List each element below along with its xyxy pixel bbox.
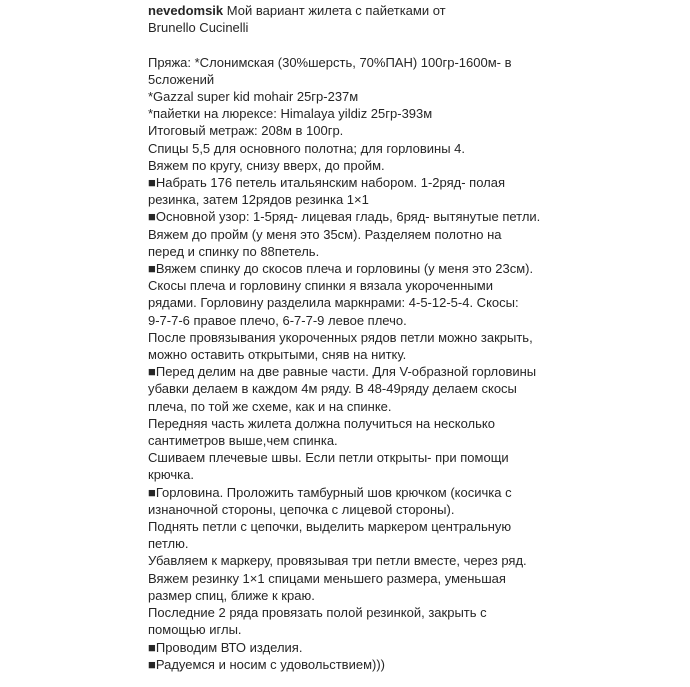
caption-line: крючка. — [148, 467, 194, 483]
caption-line: изнаночной стороны, цепочка с лицевой стороны). — [148, 501, 455, 517]
caption-line: плеча, по той же схеме, как и на спинке. — [148, 398, 392, 414]
caption-line: помощью иглы. — [148, 622, 242, 638]
caption-line: Спицы 5,5 для основного полотна; для горловины 4. — [148, 140, 465, 156]
caption-line: Убавляем к маркеру, провязывая три петли вместе, через ряд. — [148, 553, 527, 569]
caption-line: ■Основной узор: 1-5ряд- лицевая гладь, 6ряд- вытянутые петли. — [148, 209, 541, 225]
caption-line: ■Перед делим на две равные части. Для V-образной горловины — [148, 364, 537, 380]
caption-line: сантиметров выше,чем спинка. — [148, 433, 338, 449]
caption-line: Вяжем до пройм (у меня это 35см). Разделяем полотно на — [148, 226, 502, 242]
caption-line: резинка, затем 12рядов резинка 1×1 — [148, 192, 369, 208]
caption-line: Поднять петли с цепочки, выделить маркером центральную — [148, 519, 512, 535]
caption-line: Сшиваем плечевые швы. Если петли открыты- при помощи — [148, 450, 509, 466]
caption-line: ■Проводим ВТО изделия. — [148, 639, 303, 655]
caption-header — [148, 2, 678, 19]
caption-line: После провязывания укороченных рядов петли можно закрыть, — [148, 329, 533, 345]
post-caption — [148, 2, 678, 673]
caption-line: Пряжа: *Слонимская (30%шерсть, 70%ПАН) 100гр-1600м- в — [148, 54, 512, 70]
caption-line: ■Набрать 176 петель итальянским набором. 1-2ряд- полая — [148, 175, 506, 191]
caption-body — [148, 54, 678, 673]
caption-line: ■Горловина. Проложить тамбурный шов крючком (косичка с — [148, 484, 512, 500]
caption-line: петлю. — [148, 536, 189, 552]
caption-line: перед и спинку по 88петель. — [148, 243, 320, 259]
caption-line: убавки делаем в каждом 4м ряду. В 48-49ряду делаем скосы — [148, 381, 517, 397]
caption-line: 5сложений — [148, 71, 215, 87]
caption-line: *пайетки на люрексе: Himalaya yildiz 25гр-393м — [148, 106, 433, 122]
username-link[interactable]: nevedomsik — [148, 3, 224, 18]
caption-line: Последние 2 ряда провязать полой резинкой, закрыть с — [148, 605, 487, 621]
caption-line: Вяжем резинку 1×1 спицами меньшего размера, уменьшая — [148, 570, 506, 586]
caption-title: Мой вариант жилета с пайетками от — [226, 3, 446, 18]
paragraph-gap — [148, 36, 678, 53]
caption-line: размер спиц, ближе к краю. — [148, 587, 315, 603]
caption-line: *Gazzal super kid mohair 25гр-237м — [148, 89, 359, 104]
caption-line: Передняя часть жилета должна получиться на несколько — [148, 415, 495, 431]
caption-line: можно оставить открытыми, сняв на нитку. — [148, 347, 407, 363]
caption-line: ■Вяжем спинку до скосов плеча и горловины (у меня это 23см). — [148, 261, 534, 277]
caption-title-continued: Brunello Cucinelli — [148, 20, 249, 36]
caption-line: Вяжем по кругу, снизу вверх, до пройм. — [148, 157, 385, 173]
caption-line: Итоговый метраж: 208м в 100гр. — [148, 123, 344, 139]
caption-line: ■Радуемся и носим с удовольствием))) — [148, 656, 386, 672]
caption-line: рядами. Горловину разделила маркнрами: 4-5-12-5-4. Скосы: — [148, 295, 519, 311]
caption-line: Скосы плеча и горловину спинки я вязала укороченными — [148, 278, 493, 294]
caption-line: 9-7-7-6 правое плечо, 6-7-7-9 левое плечо. — [148, 312, 407, 328]
